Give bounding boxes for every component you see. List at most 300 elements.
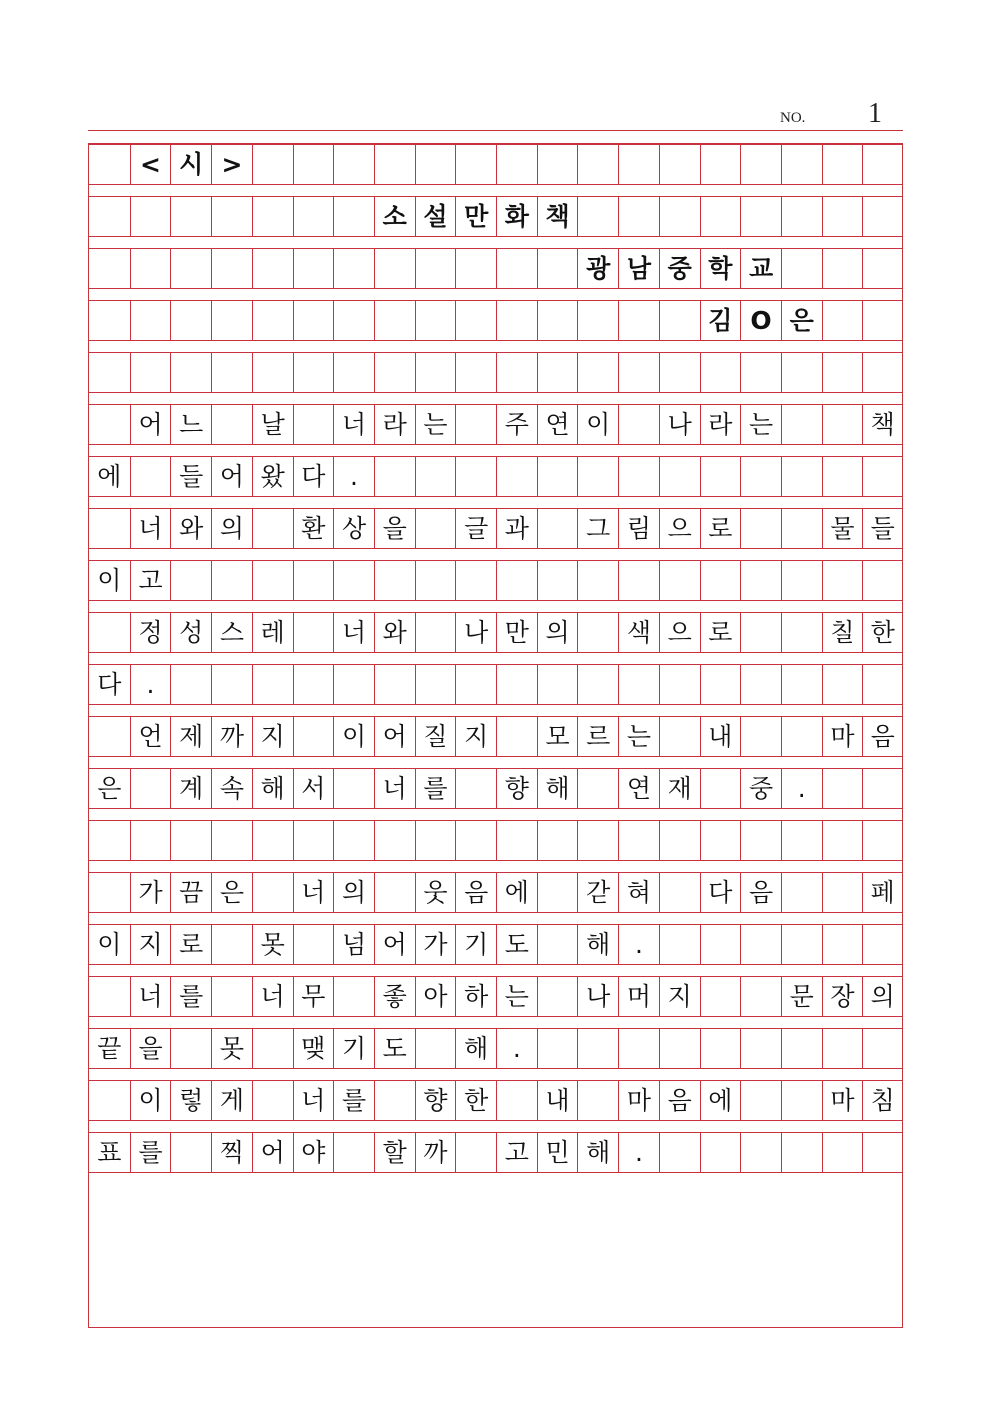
manuscript-cell: 너 [130,977,171,1016]
manuscript-cell: 는 [618,717,659,756]
manuscript-cell [740,925,781,964]
manuscript-cell [740,613,781,652]
manuscript-cell: . [496,1029,537,1068]
manuscript-cell: 로 [170,925,211,964]
manuscript-cell [577,197,618,236]
manuscript-cell [740,457,781,496]
manuscript-cell: 계 [170,769,211,808]
manuscript-cell [415,665,456,704]
manuscript-cell: 도 [496,925,537,964]
manuscript-cell [252,145,293,184]
manuscript-cell [374,249,415,288]
manuscript-cell [455,665,496,704]
manuscript-cell [822,1133,863,1172]
manuscript-cell: 를 [170,977,211,1016]
manuscript-cell [659,873,700,912]
manuscript-cell [89,405,130,444]
manuscript-cell: 해 [455,1029,496,1068]
manuscript-cell [822,301,863,340]
manuscript-cell [700,821,741,860]
manuscript-cell [130,353,171,392]
manuscript-cell [618,301,659,340]
manuscript-cell [170,1133,211,1172]
manuscript-cell [293,665,334,704]
manuscript-cell [415,249,456,288]
manuscript-cell: 질 [415,717,456,756]
manuscript-cell [252,353,293,392]
manuscript-cell [252,821,293,860]
manuscript-cell [170,821,211,860]
manuscript-cell: 칠 [822,613,863,652]
manuscript-cell [781,561,822,600]
manuscript-cell [496,665,537,704]
manuscript-cell [822,197,863,236]
manuscript-cell: 의 [862,977,902,1016]
manuscript-cell [740,717,781,756]
manuscript-cell [781,197,822,236]
manuscript-cell: 표 [97,1138,122,1167]
manuscript-cell [781,145,822,184]
manuscript-cell: 중 [659,249,700,288]
manuscript-cell [211,821,252,860]
manuscript-cell: 책 [862,405,902,444]
manuscript-cell [700,1029,741,1068]
manuscript-cell [293,925,334,964]
manuscript-cell: 좋 [374,977,415,1016]
manuscript-cell: 왔 [252,457,293,496]
manuscript-cell: 렇 [170,1081,211,1120]
manuscript-cell [700,925,741,964]
manuscript-cell: 소 [374,197,415,236]
manuscript-cell [537,665,578,704]
manuscript-cell [130,249,171,288]
manuscript-cell: 어 [252,1133,293,1172]
manuscript-cell [374,457,415,496]
manuscript-cell: 지 [659,977,700,1016]
manuscript-cell [740,1029,781,1068]
manuscript-cell: 설 [415,197,456,236]
manuscript-cell: 를 [130,1133,171,1172]
manuscript-cell: 로 [700,613,741,652]
manuscript-cell [740,197,781,236]
manuscript-cell: 음 [659,1081,700,1120]
manuscript-cell [537,353,578,392]
manuscript-sheet [88,143,903,1328]
manuscript-cell: 속 [211,769,252,808]
manuscript-cell [862,145,902,184]
manuscript-cell: 끔 [170,873,211,912]
manuscript-cell [130,301,171,340]
manuscript-cell: 색 [618,613,659,652]
manuscript-cell [455,249,496,288]
manuscript-cell: 과 [496,509,537,548]
manuscript-cell [659,717,700,756]
manuscript-cell: 기 [333,1029,374,1068]
manuscript-cell: 머 [618,977,659,1016]
manuscript-cell [89,717,130,756]
manuscript-cell [537,925,578,964]
manuscript-cell [618,145,659,184]
manuscript-cell: 를 [333,1081,374,1120]
manuscript-cell: 가 [415,925,456,964]
manuscript-cell [659,301,700,340]
manuscript-cell [822,925,863,964]
manuscript-cell: 다 [700,873,741,912]
manuscript-cell [415,1029,456,1068]
manuscript-cell: 못 [252,925,293,964]
manuscript-cell [618,405,659,444]
manuscript-cell [415,353,456,392]
manuscript-cell [822,561,863,600]
manuscript-cell: 해 [577,925,618,964]
manuscript-cell: > [211,145,252,184]
manuscript-cell [781,1029,822,1068]
manuscript-cell [862,249,902,288]
manuscript-cell [577,561,618,600]
manuscript-cell: 재 [659,769,700,808]
manuscript-cell [659,457,700,496]
manuscript-cell: 림 [618,509,659,548]
manuscript-cell [496,457,537,496]
manuscript-cell [130,769,171,808]
manuscript-row [89,196,902,237]
manuscript-cell [740,665,781,704]
manuscript-row [89,664,902,705]
manuscript-cell [659,561,700,600]
manuscript-cell [415,613,456,652]
manuscript-cell [211,977,252,1016]
manuscript-cell [333,665,374,704]
manuscript-cell: 이 [97,566,122,595]
manuscript-cell [170,249,211,288]
manuscript-cell: 무 [293,977,334,1016]
manuscript-row [89,300,902,341]
manuscript-cell [293,249,334,288]
manuscript-cell [333,301,374,340]
manuscript-cell [293,197,334,236]
manuscript-cell: 나 [455,613,496,652]
manuscript-cell [293,613,334,652]
manuscript-cell [374,301,415,340]
manuscript-cell [700,353,741,392]
manuscript-cell [537,457,578,496]
manuscript-cell [577,457,618,496]
manuscript-cell: 마 [618,1081,659,1120]
manuscript-cell [781,925,822,964]
manuscript-cell [333,561,374,600]
manuscript-cell [740,1081,781,1120]
manuscript-cell: 혀 [618,873,659,912]
manuscript-cell: 해 [577,1133,618,1172]
manuscript-cell: 너 [374,769,415,808]
manuscript-cell [252,301,293,340]
manuscript-cell [374,665,415,704]
manuscript-cell [781,873,822,912]
manuscript-cell [618,561,659,600]
manuscript-cell [740,509,781,548]
manuscript-cell [822,873,863,912]
manuscript-cell: 갇 [577,873,618,912]
manuscript-row [89,924,902,965]
manuscript-cell: 으 [659,613,700,652]
manuscript-cell [455,821,496,860]
manuscript-row [89,404,902,445]
manuscript-cell [862,197,902,236]
manuscript-cell: 지 [455,717,496,756]
manuscript-cell [170,561,211,600]
manuscript-cell: 너 [333,405,374,444]
manuscript-cell [862,925,902,964]
manuscript-cell [89,613,130,652]
manuscript-cell [455,145,496,184]
manuscript-cell [130,197,171,236]
manuscript-cell [496,301,537,340]
manuscript-cell: 의 [333,873,374,912]
manuscript-cell [374,353,415,392]
manuscript-cell: 까 [415,1133,456,1172]
manuscript-cell [89,353,130,392]
manuscript-cell: < [130,145,171,184]
manuscript-cell: 못 [211,1029,252,1068]
manuscript-cell: 지 [252,717,293,756]
manuscript-row [89,560,902,601]
manuscript-cell [537,249,578,288]
manuscript-cell [700,561,741,600]
manuscript-cell [170,301,211,340]
manuscript-cell [862,665,902,704]
manuscript-cell [700,1133,741,1172]
manuscript-cell: 김 [700,301,741,340]
manuscript-cell: 끝 [97,1034,122,1063]
manuscript-cell [700,977,741,1016]
manuscript-cell [252,561,293,600]
manuscript-cell [455,353,496,392]
manuscript-cell: 화 [496,197,537,236]
manuscript-cell [252,665,293,704]
manuscript-cell: 들 [862,509,902,548]
manuscript-cell [537,301,578,340]
manuscript-cell: 에 [700,1081,741,1120]
manuscript-cell [89,977,130,1016]
manuscript-cell: 음 [740,873,781,912]
manuscript-row [89,1080,902,1121]
manuscript-cell [415,457,456,496]
manuscript-cell [700,197,741,236]
manuscript-cell [374,821,415,860]
manuscript-row [89,456,902,497]
manuscript-cell [415,145,456,184]
manuscript-cell [293,821,334,860]
manuscript-cell: 만 [496,613,537,652]
manuscript-cell: 의 [537,613,578,652]
manuscript-cell: 서 [293,769,334,808]
manuscript-cell: 향 [496,769,537,808]
manuscript-cell [618,457,659,496]
manuscript-cell [659,821,700,860]
manuscript-cell: 라 [700,405,741,444]
manuscript-cell: 스 [211,613,252,652]
manuscript-cell [822,249,863,288]
manuscript-cell [333,353,374,392]
manuscript-cell [293,145,334,184]
manuscript-cell: 와 [374,613,415,652]
manuscript-cell [700,145,741,184]
manuscript-cell: 해 [252,769,293,808]
manuscript-cell: 마 [822,1081,863,1120]
manuscript-cell [89,301,130,340]
manuscript-cell: . [781,769,822,808]
manuscript-cell: 고 [496,1133,537,1172]
manuscript-cell [781,353,822,392]
manuscript-cell: 로 [700,509,741,548]
manuscript-cell [577,769,618,808]
manuscript-cell [740,977,781,1016]
manuscript-cell [374,1081,415,1120]
manuscript-cell: 는 [415,405,456,444]
manuscript-cell: 은 [97,774,122,803]
manuscript-cell: 책 [537,197,578,236]
manuscript-row [89,248,902,289]
manuscript-cell [211,665,252,704]
manuscript-cell: 날 [252,405,293,444]
manuscript-row [89,872,902,913]
manuscript-cell [781,613,822,652]
manuscript-cell: 은 [781,301,822,340]
manuscript-cell [781,665,822,704]
manuscript-cell: 하 [455,977,496,1016]
manuscript-cell: 정 [130,613,171,652]
manuscript-cell [862,1029,902,1068]
manuscript-cell: 그 [577,509,618,548]
manuscript-cell [781,457,822,496]
manuscript-row [89,1132,902,1173]
manuscript-cell [700,769,741,808]
manuscript-cell: 의 [211,509,252,548]
manuscript-cell: 성 [170,613,211,652]
manuscript-cell [89,145,130,184]
manuscript-cell: 상 [333,509,374,548]
manuscript-cell: 기 [455,925,496,964]
manuscript-cell [89,1081,130,1120]
manuscript-cell [89,821,130,860]
manuscript-cell [293,353,334,392]
manuscript-cell [822,821,863,860]
manuscript-cell: 레 [252,613,293,652]
manuscript-cell [455,405,496,444]
manuscript-cell [700,665,741,704]
manuscript-cell: 까 [211,717,252,756]
manuscript-cell [211,925,252,964]
manuscript-cell [89,873,130,912]
manuscript-cell [577,145,618,184]
manuscript-cell [170,665,211,704]
manuscript-cell: 들 [170,457,211,496]
manuscript-cell: 물 [822,509,863,548]
manuscript-row [89,508,902,549]
manuscript-cell: 으 [659,509,700,548]
manuscript-cell [659,197,700,236]
manuscript-cell: 남 [618,249,659,288]
manuscript-cell: 찍 [211,1133,252,1172]
manuscript-cell [333,197,374,236]
page-number-value: 1 [868,98,882,129]
manuscript-cell: 민 [537,1133,578,1172]
manuscript-cell: 어 [374,717,415,756]
manuscript-cell [333,1133,374,1172]
manuscript-cell: 장 [822,977,863,1016]
manuscript-cell [333,977,374,1016]
manuscript-cell: 다 [97,670,122,699]
manuscript-cell: 야 [293,1133,334,1172]
manuscript-cell: 이 [577,405,618,444]
manuscript-cell: 넘 [333,925,374,964]
manuscript-cell [740,561,781,600]
manuscript-cell: 내 [700,717,741,756]
manuscript-cell [577,301,618,340]
manuscript-cell [496,821,537,860]
manuscript-cell: . [130,665,171,704]
manuscript-cell [293,717,334,756]
manuscript-cell: 언 [130,717,171,756]
manuscript-cell [455,301,496,340]
manuscript-cell: 모 [537,717,578,756]
manuscript-cell [862,561,902,600]
manuscript-cell [374,561,415,600]
manuscript-cell [659,1133,700,1172]
manuscript-cell [822,665,863,704]
manuscript-cell [252,197,293,236]
manuscript-cell [781,509,822,548]
manuscript-cell: 너 [252,977,293,1016]
manuscript-cell: 음 [455,873,496,912]
manuscript-cell [781,821,822,860]
manuscript-row [89,612,902,653]
manuscript-cell [89,197,130,236]
manuscript-cell [374,145,415,184]
manuscript-cell: . [618,925,659,964]
manuscript-cell: 너 [130,509,171,548]
manuscript-cell: 침 [862,1081,902,1120]
manuscript-cell [781,405,822,444]
manuscript-row [89,768,902,809]
manuscript-cell [740,821,781,860]
manuscript-cell [252,873,293,912]
manuscript-cell: 이 [333,717,374,756]
manuscript-cell [211,197,252,236]
manuscript-cell: 고 [130,561,171,600]
manuscript-cell [659,145,700,184]
manuscript-cell [211,561,252,600]
manuscript-cell [700,457,741,496]
manuscript-cell: 이 [130,1081,171,1120]
manuscript-cell [496,145,537,184]
manuscript-cell: 가 [130,873,171,912]
manuscript-cell [496,353,537,392]
manuscript-cell [537,1029,578,1068]
manuscript-cell: 음 [862,717,902,756]
manuscript-cell [211,353,252,392]
manuscript-cell [577,613,618,652]
manuscript-cell [740,145,781,184]
manuscript-cell [537,821,578,860]
manuscript-cell [89,509,130,548]
manuscript-cell [252,1029,293,1068]
manuscript-cell [415,301,456,340]
manuscript-cell: 를 [415,769,456,808]
manuscript-cell [333,249,374,288]
manuscript-cell [496,249,537,288]
manuscript-cell: 게 [211,1081,252,1120]
